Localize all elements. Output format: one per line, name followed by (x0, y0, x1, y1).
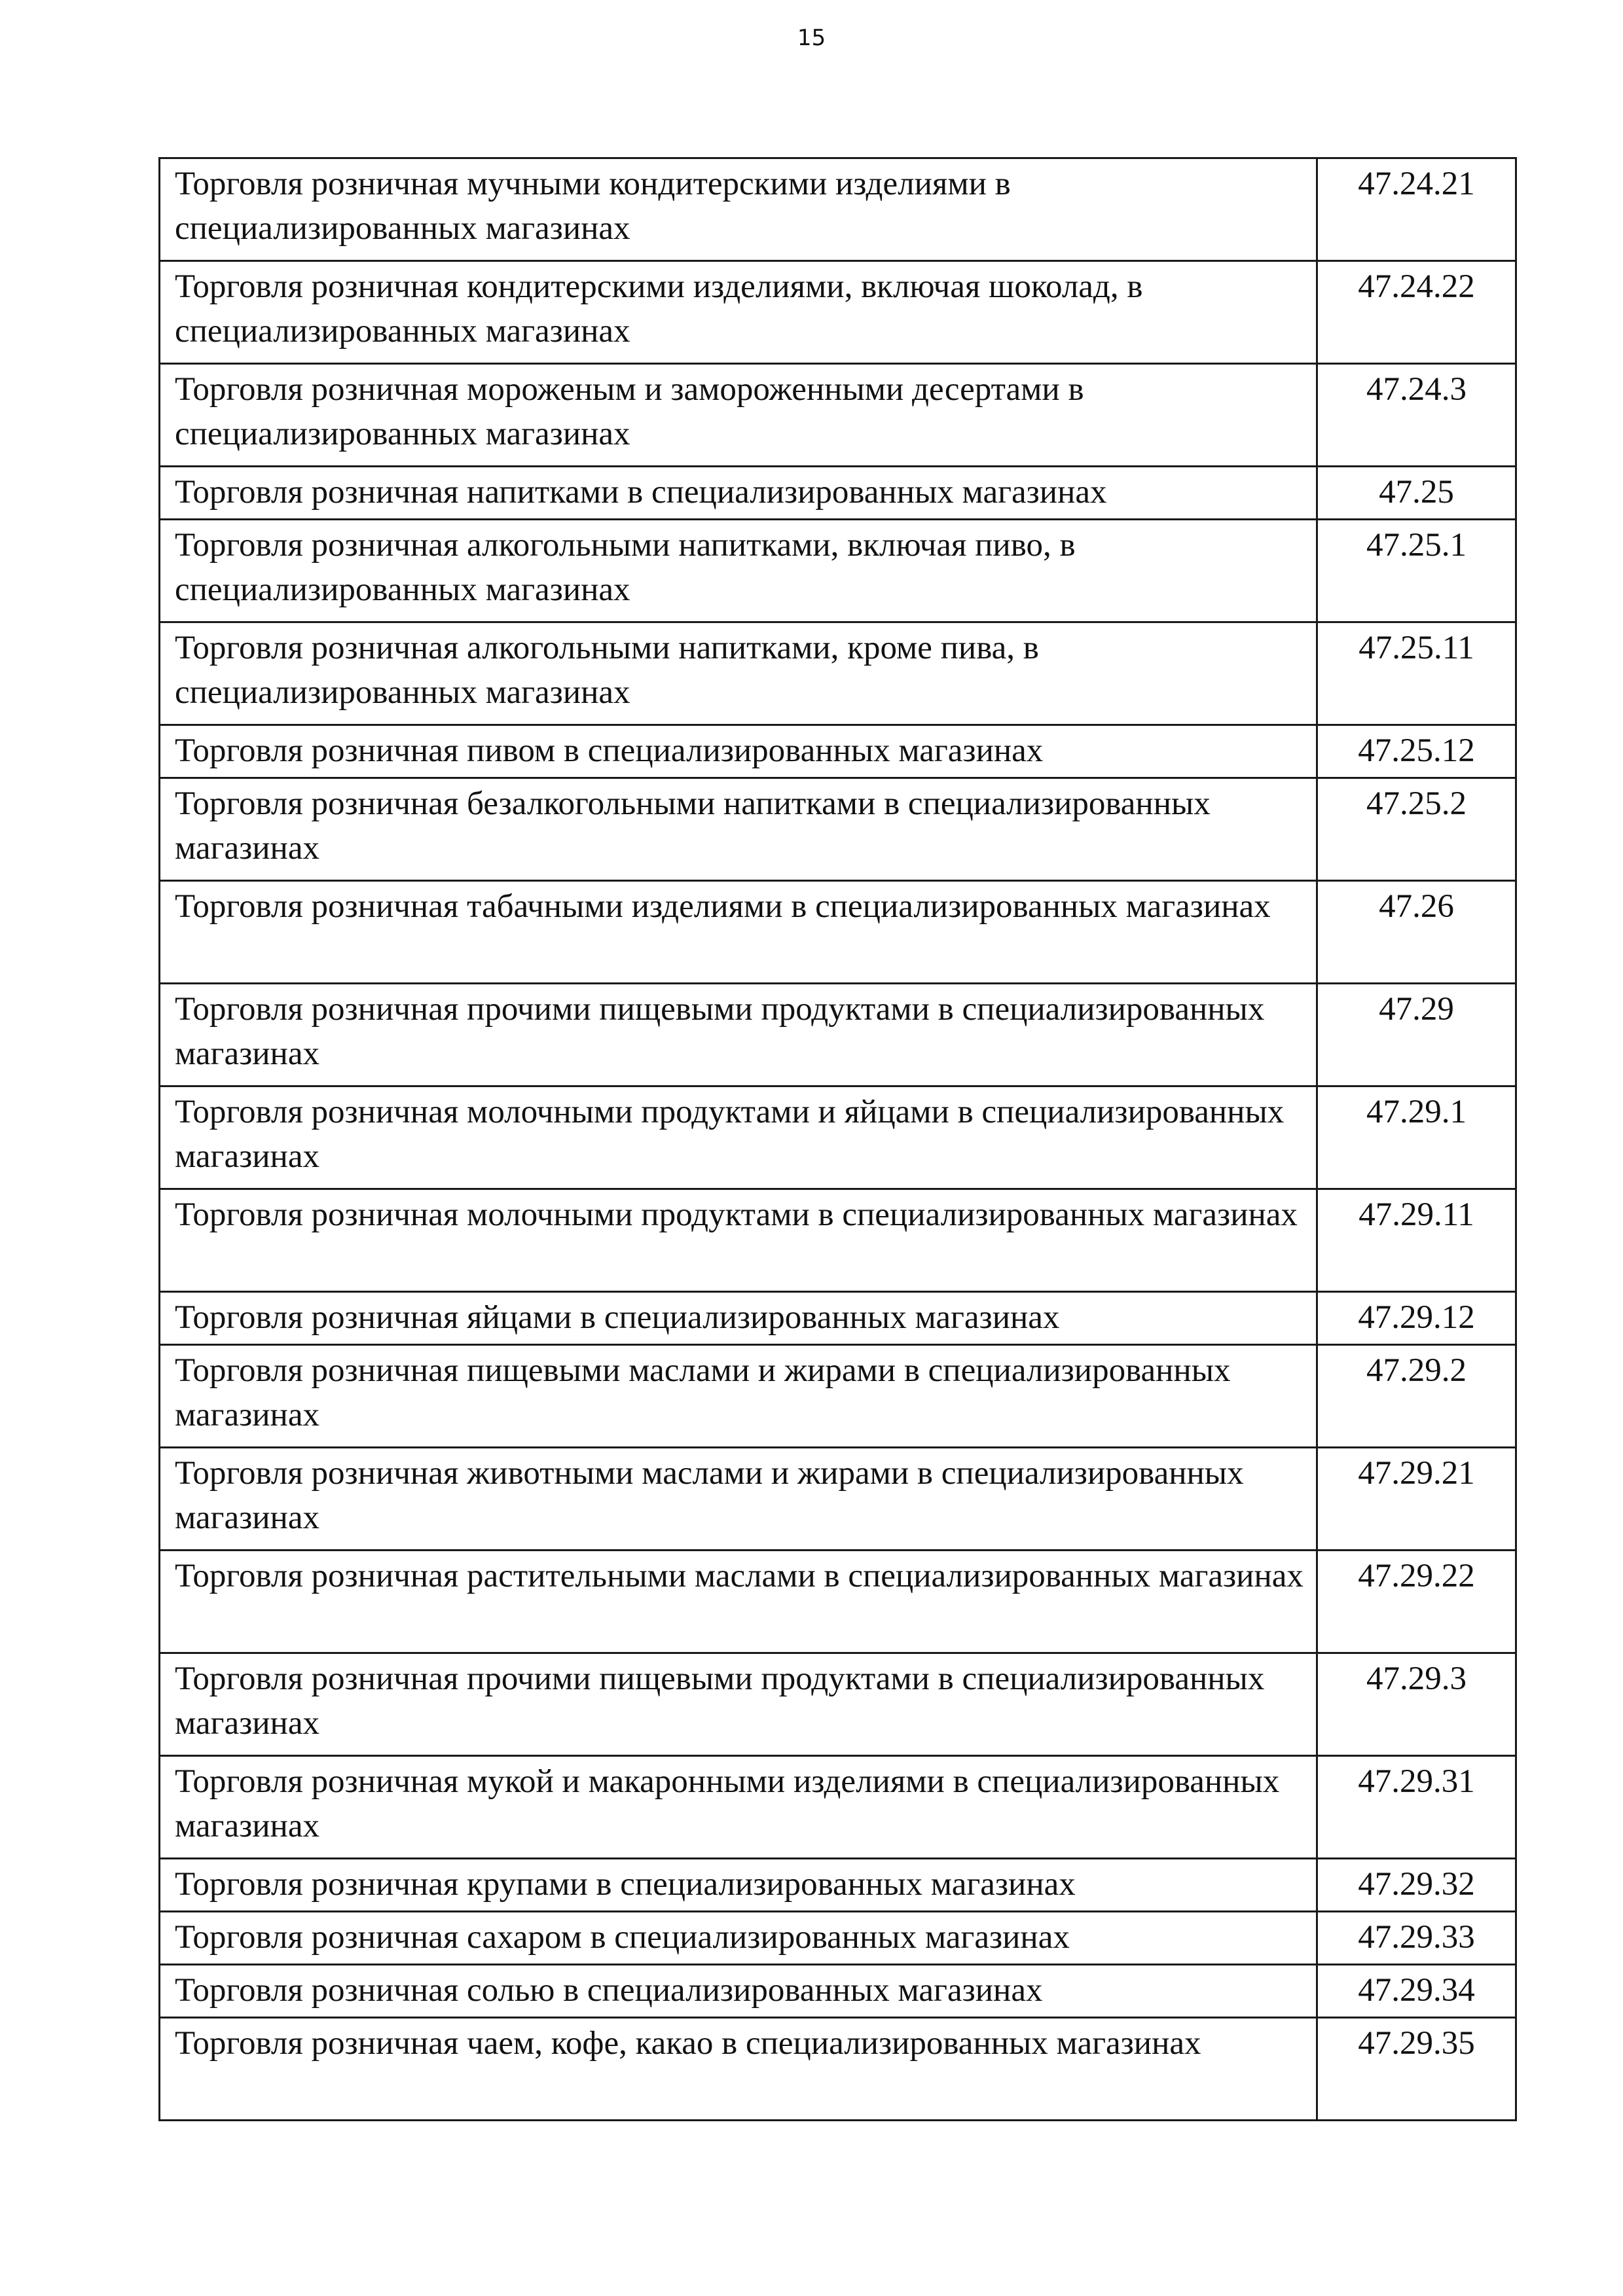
table-row (160, 1756, 1516, 1859)
activity-description: Торговля розничная чаем, кофе, какао в специализированных магазинах (160, 2018, 1317, 2121)
activity-description: Торговля розничная пивом в специализированных магазинах (160, 725, 1317, 778)
activity-code: 47.24.21 (1317, 158, 1516, 261)
activity-description: Торговля розничная животными маслами и жирами в специализированных магазинах (160, 1448, 1317, 1551)
activity-description: Торговля розничная мороженым и замороженными десертами в специализированных магазинах (160, 364, 1317, 467)
table-row (160, 881, 1516, 984)
activity-description: Торговля розничная табачными изделиями в специализированных магазинах (160, 881, 1317, 984)
page-number: 15 (797, 25, 826, 51)
table-row (160, 158, 1516, 261)
table-row (160, 1653, 1516, 1756)
activity-code: 47.29.3 (1317, 1653, 1516, 1756)
activity-code: 47.29 (1317, 984, 1516, 1086)
activity-description: Торговля розничная крупами в специализированных магазинах (160, 1859, 1317, 1912)
table-row (160, 1859, 1516, 1912)
table-row (160, 2018, 1516, 2121)
activity-code: 47.25.2 (1317, 778, 1516, 881)
activity-code: 47.29.11 (1317, 1189, 1516, 1292)
table-row (160, 364, 1516, 467)
activity-code: 47.29.31 (1317, 1756, 1516, 1859)
table-row (160, 1086, 1516, 1189)
activity-description: Торговля розничная растительными маслами в специализированных магазинах (160, 1551, 1317, 1653)
activity-description: Торговля розничная яйцами в специализированных магазинах (160, 1292, 1317, 1345)
activity-description: Торговля розничная молочными продуктами и яйцами в специализированных магазинах (160, 1086, 1317, 1189)
activity-code: 47.29.21 (1317, 1448, 1516, 1551)
table-row (160, 261, 1516, 364)
activity-description: Торговля розничная напитками в специализированных магазинах (160, 467, 1317, 520)
activity-description: Торговля розничная солью в специализированных магазинах (160, 1965, 1317, 2018)
table-row (160, 467, 1516, 520)
activity-code: 47.25.1 (1317, 520, 1516, 622)
activity-code: 47.26 (1317, 881, 1516, 984)
activity-code: 47.29.35 (1317, 2018, 1516, 2121)
activity-codes-table (158, 157, 1517, 2121)
activity-code: 47.25.12 (1317, 725, 1516, 778)
table-row (160, 1448, 1516, 1551)
activity-code: 47.25 (1317, 467, 1516, 520)
activity-code: 47.24.22 (1317, 261, 1516, 364)
table-row (160, 520, 1516, 622)
activity-description: Торговля розничная алкогольными напитками, включая пиво, в специализированных магазинах (160, 520, 1317, 622)
activity-code: 47.29.34 (1317, 1965, 1516, 2018)
activity-code: 47.29.32 (1317, 1859, 1516, 1912)
activity-description: Торговля розничная безалкогольными напитками в специализированных магазинах (160, 778, 1317, 881)
activity-description: Торговля розничная мукой и макаронными изделиями в специализированных магазинах (160, 1756, 1317, 1859)
activity-description: Торговля розничная мучными кондитерскими изделиями в специализированных магазинах (160, 158, 1317, 261)
activity-code: 47.29.2 (1317, 1345, 1516, 1448)
table-row (160, 1965, 1516, 2018)
activity-description: Торговля розничная сахаром в специализированных магазинах (160, 1912, 1317, 1965)
activity-code: 47.29.22 (1317, 1551, 1516, 1653)
activity-description: Торговля розничная прочими пищевыми продуктами в специализированных магазинах (160, 1653, 1317, 1756)
table-row (160, 778, 1516, 881)
activity-code: 47.25.11 (1317, 622, 1516, 725)
activity-description: Торговля розничная алкогольными напитками, кроме пива, в специализированных магазинах (160, 622, 1317, 725)
table-row (160, 1292, 1516, 1345)
activity-code: 47.29.33 (1317, 1912, 1516, 1965)
activity-description: Торговля розничная молочными продуктами в специализированных магазинах (160, 1189, 1317, 1292)
table-row (160, 622, 1516, 725)
table-row (160, 984, 1516, 1086)
table-row (160, 1189, 1516, 1292)
table-row (160, 1345, 1516, 1448)
activity-code: 47.24.3 (1317, 364, 1516, 467)
table-row (160, 1551, 1516, 1653)
activity-code: 47.29.12 (1317, 1292, 1516, 1345)
activity-description: Торговля розничная кондитерскими изделиями, включая шоколад, в специализированных магазинах (160, 261, 1317, 364)
activity-code: 47.29.1 (1317, 1086, 1516, 1189)
activity-description: Торговля розничная прочими пищевыми продуктами в специализированных магазинах (160, 984, 1317, 1086)
activity-description: Торговля розничная пищевыми маслами и жирами в специализированных магазинах (160, 1345, 1317, 1448)
table-row (160, 1912, 1516, 1965)
table-row (160, 725, 1516, 778)
